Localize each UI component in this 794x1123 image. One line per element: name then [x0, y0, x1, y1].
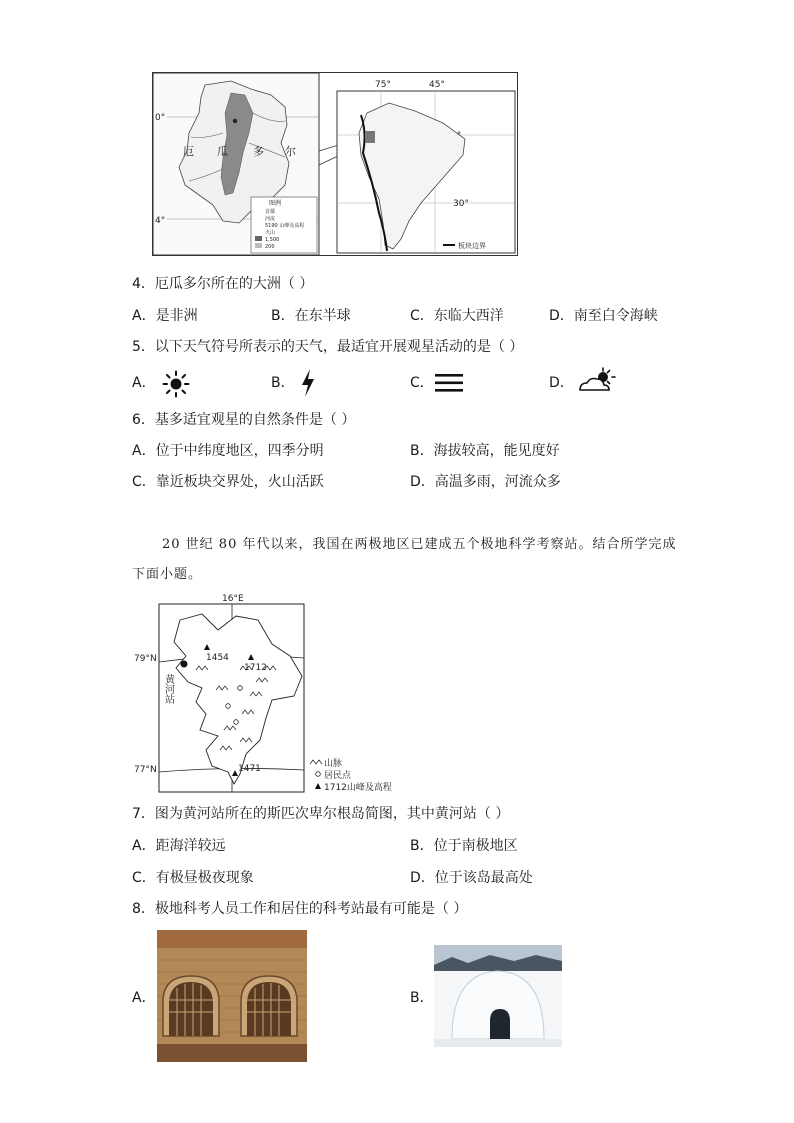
peak-1454-label: 1454	[206, 653, 229, 663]
q8-stem: 8．极地科考人员工作和居住的科考站最有可能是（ ）	[132, 901, 468, 917]
settlement-3	[234, 720, 239, 725]
q5-option-a[interactable]: A．	[132, 375, 156, 391]
q6-option-b[interactable]: B．海拔较高，能见度好	[410, 443, 560, 459]
q7-option-a[interactable]: A．距海洋较远	[132, 838, 226, 854]
q6-stem: 6．基多适宜观星的自然条件是（ ）	[132, 412, 356, 428]
map1-legend-item-1: 首都	[265, 209, 276, 215]
q4-option-a[interactable]: A．是非洲	[132, 308, 198, 324]
legend-mountain-symbol	[310, 760, 322, 764]
cave-dwelling-image	[157, 930, 307, 1062]
sunny-icon	[162, 370, 190, 398]
legend-settlement-label: 居民点	[324, 771, 352, 781]
q5-option-c[interactable]: C．	[410, 375, 434, 391]
peak-1712-label: 1712	[244, 663, 267, 673]
huanghe-station-marker	[181, 661, 188, 668]
country-char-1: 厄	[183, 145, 194, 158]
lon-16e-label: 16°E	[222, 594, 244, 604]
intro-line-1: 20 世纪 80 年代以来，我国在两极地区已建成五个极地科学考察站。结合所学完成	[162, 537, 677, 552]
settlement-1	[238, 686, 243, 691]
q4-stem: 4．厄瓜多尔所在的大洲（ ）	[132, 276, 314, 292]
q7-option-c[interactable]: C．有极昼极夜现象	[132, 870, 254, 886]
q5-stem: 5．以下天气符号所表示的天气，最适宜开展观星活动的是（ ）	[132, 339, 524, 355]
partly-cloudy-icon	[576, 366, 618, 396]
map1-legend-item-4: 火山	[265, 230, 276, 236]
q8-option-b[interactable]: B．	[410, 990, 434, 1006]
legend-peak-label: 1712山峰及高程	[324, 783, 392, 793]
fog-icon	[434, 372, 464, 394]
q6-option-a[interactable]: A．位于中纬度地区，四季分明	[132, 443, 324, 459]
q8-option-a[interactable]: A．	[132, 990, 156, 1006]
intro-line-2: 下面小题。	[132, 567, 203, 582]
q5-option-d[interactable]: D．	[549, 375, 574, 391]
legend-peak-symbol	[315, 783, 321, 789]
boundary-legend-label: 板块边界	[458, 242, 486, 250]
ecuador-highlight	[365, 131, 375, 143]
q7-stem: 7．图为黄河站所在的斯匹次卑尔根岛简图，其中黄河站（ ）	[132, 806, 510, 822]
map1-legend-item-5: 1,500	[265, 237, 280, 243]
q7-option-d[interactable]: D．位于该岛最高处	[410, 870, 533, 886]
settlement-2	[226, 704, 231, 709]
country-char-3: 多	[253, 145, 264, 158]
lat-77n-label: 77°N	[134, 765, 157, 775]
q6-option-c[interactable]: C．靠近板块交界处，火山活跃	[132, 474, 324, 490]
map1-legend-item-2: 河流	[265, 216, 276, 222]
legend-settlement-symbol	[316, 772, 321, 777]
lightning-icon	[298, 368, 318, 398]
q5-option-b[interactable]: B．	[271, 375, 295, 391]
huanghe-station-label: 黄河站	[162, 674, 174, 704]
lat-79n-label: 79°N	[134, 654, 157, 664]
lon-75-label: 75°	[375, 80, 391, 90]
map1-legend-item-3: 5190 山峰及高程	[265, 223, 305, 229]
q6-option-d[interactable]: D．高温多雨，河流众多	[410, 474, 561, 490]
country-char-4: 尔	[285, 145, 296, 158]
lat-0-label: 0°	[155, 113, 166, 123]
q4-option-d[interactable]: D．南至白令海峡	[549, 308, 658, 324]
capital-marker	[233, 119, 237, 123]
peak-1471-label: 1471	[238, 764, 261, 774]
ecuador-map-figure	[152, 72, 518, 256]
country-char-2: 瓜	[217, 145, 228, 158]
lon-45-label: 45°	[429, 80, 445, 90]
map1-legend-item-6: 200	[265, 244, 275, 250]
legend-swatch-200	[255, 243, 262, 248]
igloo-image	[434, 945, 562, 1047]
q4-option-c[interactable]: C．东临大西洋	[410, 308, 504, 324]
svalbard-map-svg	[134, 590, 440, 800]
lat-30-label: 30°	[453, 199, 469, 209]
legend-swatch-1500	[255, 236, 262, 241]
map1-legend-title: 图例	[269, 200, 282, 207]
ecuador-map-svg	[153, 73, 517, 255]
legend-mountain-label: 山脉	[324, 759, 343, 769]
q4-option-b[interactable]: B．在东半球	[271, 308, 351, 324]
lat-4-label: 4°	[155, 216, 166, 226]
q7-option-b[interactable]: B．位于南极地区	[410, 838, 518, 854]
